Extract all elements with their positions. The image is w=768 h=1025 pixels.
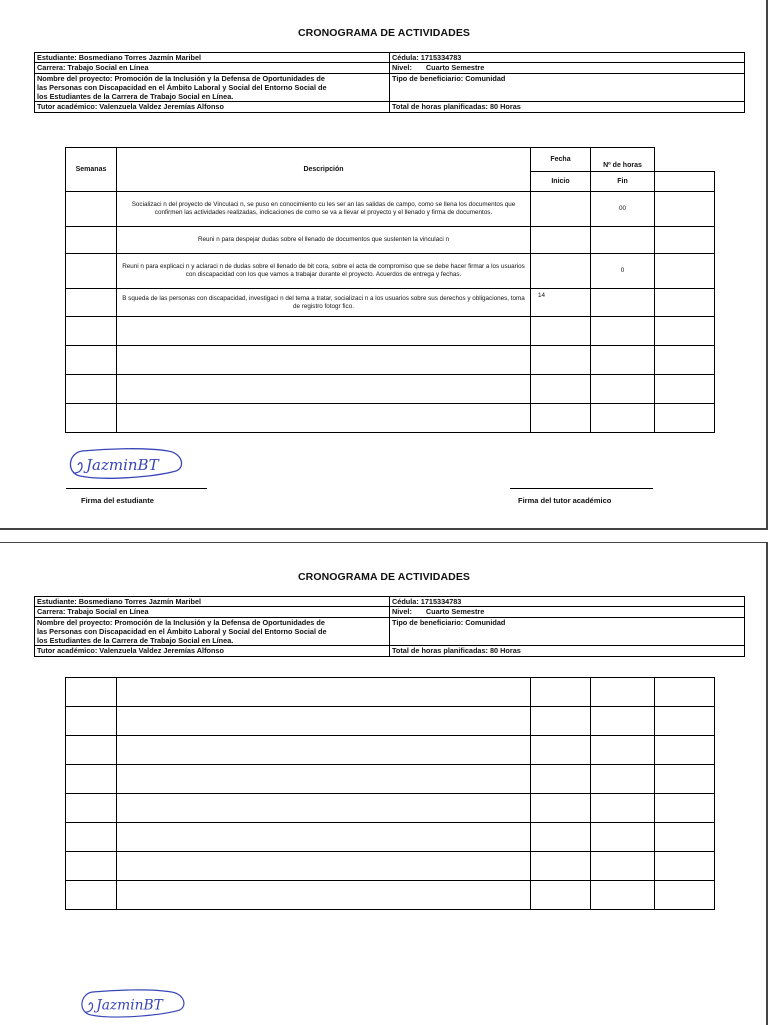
level-cell <box>390 607 745 617</box>
table-row <box>66 823 715 852</box>
hours-header: Nº de horas <box>591 148 655 172</box>
tutor-signature-label: Firma del tutor académico <box>518 496 612 505</box>
page-title: CRONOGRAMA DE ACTIVIDADES <box>297 27 471 39</box>
student-name: Estudiante: Bosmediano Torres Jazmín Maribel <box>35 597 390 607</box>
table-row <box>66 765 715 794</box>
career: Carrera: Trabajo Social en Línea <box>35 63 390 73</box>
row-description: Socializaci n del proyecto de Vinculaci n, se puso en conocimiento cu les ser an las salidas de campo, como se llena los documentos que confirmen las actividades realizadas, indicaciones de como se va a llevar el proyecto y el llenado y firma de documentos. <box>117 192 531 227</box>
level-label: Nivel: <box>392 607 412 617</box>
signature-text: JazminBT <box>86 456 159 474</box>
start-header: Inicio <box>531 172 591 192</box>
level-value: Cuarto Semestre <box>425 63 485 73</box>
project-line-1: Nombre del proyecto: Promoción de la Inclusión y la Defensa de Oportunidades de <box>37 617 325 627</box>
student-info-table <box>34 596 745 657</box>
level-label: Nivel: <box>392 63 412 73</box>
table-row <box>66 227 715 254</box>
signature-text: JazminBT <box>96 997 163 1014</box>
row-start <box>531 192 591 227</box>
planned-hours: Total de horas planificadas: 80 Horas <box>390 102 745 112</box>
level-cell <box>390 63 745 73</box>
row-end: 00 <box>591 192 655 227</box>
row-start: 14 <box>531 289 591 317</box>
table-row <box>66 375 715 404</box>
level-value: Cuarto Semestre <box>425 607 485 617</box>
table-row <box>66 707 715 736</box>
planned-hours: Total de horas planificadas: 80 Horas <box>390 646 745 656</box>
table-row <box>66 852 715 881</box>
career: Carrera: Trabajo Social en Línea <box>35 607 390 617</box>
row-description: Reuni n para despejar dudas sobre el llenado de documentos que sustenten la vinculaci n <box>117 227 531 254</box>
end-header: Fin <box>591 172 655 192</box>
table-row <box>66 346 715 375</box>
table-row <box>66 794 715 823</box>
project-line-1: Nombre del proyecto: Promoción de la Inclusión y la Defensa de Oportunidades de <box>37 73 325 83</box>
student-signature-image <box>76 983 188 1023</box>
student-id: Cédula: 1715334783 <box>390 597 745 607</box>
student-signature-image <box>64 443 186 483</box>
project-line-3: los Estudiantes de la Carrera de Trabajo Social en Línea. <box>37 636 234 646</box>
project-line-2: las Personas con Discapacidad en el Ámbito Laboral y Social del Entorno Social de <box>37 82 327 92</box>
page-title: CRONOGRAMA DE ACTIVIDADES <box>297 571 471 583</box>
weeks-header: Semanas <box>66 148 117 192</box>
row-end: 0 <box>591 254 655 289</box>
description-header: Descripción <box>117 148 531 192</box>
page-gap <box>0 530 768 542</box>
table-row <box>66 404 715 433</box>
date-header: Fecha <box>531 148 591 172</box>
row-start <box>531 254 591 289</box>
project-line-2: las Personas con Discapacidad en el Ámbito Laboral y Social del Entorno Social de <box>37 626 327 636</box>
beneficiary-type: Tipo de beneficiario: Comunidad <box>390 617 745 646</box>
row-description: Reuni n para explicaci n y aclaraci n de dudas sobre el llenado de bit cora, sobre el acta de compromiso que se debe hacer firmar a los usuarios con discapacidad con los que vamos a trabajar durante el proyecto. Acuerdos de entrega y fechas. <box>117 254 531 289</box>
table-row <box>66 881 715 910</box>
student-id: Cédula: 1715334783 <box>390 53 745 63</box>
student-signature-line <box>66 488 207 489</box>
schedule-table-continued <box>65 677 715 910</box>
row-description: B squeda de las personas con discapacidad, investigaci n del tema a tratar, socializaci n a los usuarios sobre sus derechos y obligaciones, toma de registro fotogr fico. <box>117 289 531 317</box>
row-start <box>531 227 591 254</box>
project-name <box>35 617 390 646</box>
beneficiary-type: Tipo de beneficiario: Comunidad <box>390 73 745 102</box>
table-row <box>66 289 715 317</box>
student-name: Estudiante: Bosmediano Torres Jazmín Maribel <box>35 53 390 63</box>
row-end <box>591 289 655 317</box>
table-row <box>66 736 715 765</box>
table-row <box>66 192 715 227</box>
tutor-name: Tutor académico: Valenzuela Valdez Jeremías Alfonso <box>35 102 390 112</box>
project-name <box>35 73 390 102</box>
table-row <box>66 317 715 346</box>
table-row <box>66 254 715 289</box>
student-info-table <box>34 52 745 113</box>
document-page-2 <box>0 542 768 1025</box>
student-signature-label: Firma del estudiante <box>81 496 154 505</box>
tutor-name: Tutor académico: Valenzuela Valdez Jeremías Alfonso <box>35 646 390 656</box>
table-row <box>66 678 715 707</box>
tutor-signature-line <box>510 488 653 489</box>
row-end <box>591 227 655 254</box>
schedule-table <box>65 147 715 433</box>
project-line-3: los Estudiantes de la Carrera de Trabajo Social en Línea. <box>37 92 234 102</box>
